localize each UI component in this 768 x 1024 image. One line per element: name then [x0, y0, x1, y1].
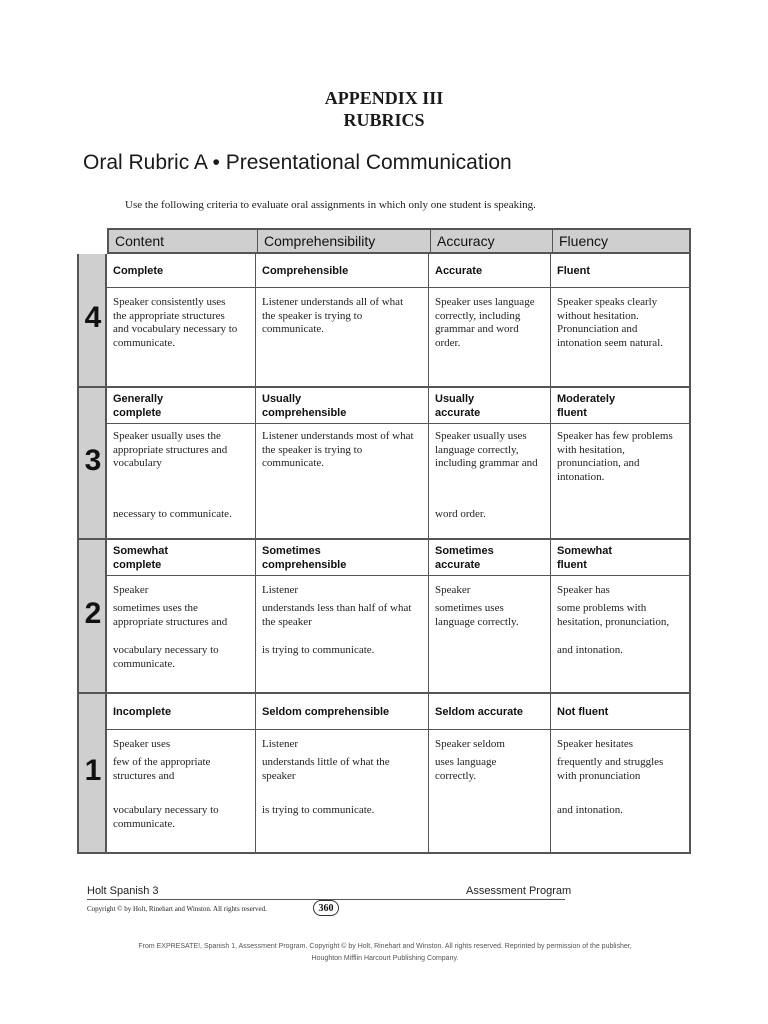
- score-cell: [77, 254, 107, 386]
- criteria-description: [435, 296, 546, 350]
- description-line: Speaker hesitates: [557, 738, 634, 750]
- footer-program: Assessment Program: [466, 885, 572, 897]
- level-label-line: Usually: [262, 393, 302, 405]
- level-label: [256, 540, 428, 576]
- description-line: necessary to communicate.: [113, 508, 232, 520]
- level-label-line: complete: [113, 407, 162, 419]
- description-line: Speaker uses: [113, 738, 171, 750]
- description-line: pronunciation, and: [557, 457, 640, 469]
- level-label: [107, 388, 255, 424]
- criteria-description-continued: [113, 756, 251, 783]
- description-line: intonation.: [557, 470, 605, 483]
- score-number: 1: [84, 754, 102, 787]
- criteria-description: [113, 584, 251, 598]
- rubric-cell-comprehensibility: [255, 388, 428, 538]
- level-label-line: accurate: [435, 407, 481, 419]
- description-line: appropriate structures and: [113, 443, 228, 456]
- criteria-description: [557, 584, 687, 598]
- description-line: Pronunciation and: [557, 323, 638, 335]
- description-line: the appropriate structures: [113, 309, 225, 322]
- level-label: [551, 694, 691, 730]
- description-line: Speaker speaks clearly: [557, 296, 658, 308]
- level-label-line: fluent: [557, 559, 587, 571]
- description-line: appropriate structures and: [113, 615, 228, 628]
- description-line: vocabulary: [113, 457, 162, 469]
- level-label: [256, 388, 428, 424]
- level-label-line: Seldom comprehensible: [262, 706, 390, 718]
- level-label-line: Not fluent: [557, 706, 609, 718]
- criteria-description-continued: [435, 756, 546, 783]
- level-label-line: Seldom accurate: [435, 706, 524, 718]
- rubric-cell-accuracy: [428, 254, 550, 386]
- description-line: Speaker has few problems: [557, 430, 673, 442]
- level-label: [429, 254, 550, 288]
- description-line: is trying to communicate.: [262, 804, 375, 816]
- criteria-description-continued: [557, 602, 687, 629]
- description-line: frequently and struggles: [557, 756, 664, 768]
- description-line: including grammar and: [435, 457, 538, 469]
- level-label: [107, 694, 255, 730]
- description-line: communicate.: [113, 817, 176, 830]
- description-line: speaker: [262, 769, 296, 782]
- description-line: few of the appropriate: [113, 756, 211, 768]
- rubric-cell-accuracy: [428, 694, 550, 852]
- description-line: correctly, including: [435, 309, 521, 322]
- rubric-cell-fluency: [550, 388, 691, 538]
- description-line: and intonation.: [557, 804, 623, 816]
- criteria-description: [113, 738, 251, 752]
- description-line: Speaker: [435, 584, 471, 596]
- description-line: the speaker is trying to: [262, 443, 363, 456]
- criteria-description-continued: [113, 804, 251, 831]
- level-label-line: Sometimes: [262, 545, 321, 557]
- level-label-line: comprehensible: [262, 559, 347, 571]
- description-line: vocabulary necessary to: [113, 804, 219, 816]
- description-line: understands less than half of what: [262, 602, 412, 614]
- level-label-line: complete: [113, 559, 162, 571]
- score-cell: [77, 388, 107, 538]
- level-label-line: Complete: [113, 265, 164, 277]
- rubric-cell-content: [107, 388, 255, 538]
- rubric-cell-comprehensibility: [255, 254, 428, 386]
- appendix-heading: APPENDIX III: [324, 88, 444, 108]
- criteria-description-continued: [113, 644, 251, 671]
- description-line: Listener: [262, 584, 299, 596]
- level-label: [256, 254, 428, 288]
- criteria-description: [435, 430, 546, 471]
- page-number-badge: 360: [313, 900, 339, 916]
- source-note: [60, 941, 710, 965]
- rubric-cell-accuracy: [428, 388, 550, 538]
- criteria-description-continued: [557, 756, 687, 783]
- criteria-description-continued: [113, 602, 251, 629]
- level-label-line: Somewhat: [557, 545, 613, 557]
- description-line: the speaker is trying to: [262, 309, 363, 322]
- criteria-description: [113, 296, 251, 350]
- criteria-description: [557, 738, 687, 752]
- instructions-text: Use the following criteria to evaluate oral assignments in which only one student is speaking.: [125, 199, 536, 211]
- score-cell: [77, 540, 107, 692]
- description-line: communicate.: [113, 657, 176, 670]
- rubric-cell-content: [107, 540, 255, 692]
- description-line: structures and: [113, 769, 175, 782]
- rubric-cell-fluency: [550, 540, 691, 692]
- rubric-cell-fluency: [550, 694, 691, 852]
- criteria-description-continued: [262, 756, 424, 783]
- description-line: Speaker usually uses the: [113, 430, 221, 442]
- score-cell: [77, 694, 107, 852]
- description-line: Speaker usually uses: [435, 430, 527, 442]
- description-line: vocabulary necessary to: [113, 644, 219, 656]
- criteria-description-continued: [262, 644, 424, 658]
- rubric-row-score-3: [77, 388, 691, 540]
- description-line: communicate.: [262, 323, 325, 335]
- criteria-description: [435, 738, 546, 752]
- rubric-cell-comprehensibility: [255, 694, 428, 852]
- level-label-line: comprehensible: [262, 407, 347, 419]
- level-label: [256, 694, 428, 730]
- rubric-row-cells: [107, 254, 691, 386]
- rubric-row-score-4: [77, 254, 691, 388]
- rubrics-heading: RUBRICS: [343, 110, 425, 130]
- description-line: Listener: [262, 738, 299, 750]
- level-label-line: Moderately: [557, 393, 616, 405]
- level-label-line: Somewhat: [113, 545, 169, 557]
- description-line: order.: [435, 336, 461, 349]
- level-label-line: Sometimes: [435, 545, 494, 557]
- rubric-row-cells: [107, 540, 691, 692]
- level-label: [107, 254, 255, 288]
- description-line: hesitation, pronunciation,: [557, 615, 670, 628]
- criteria-description-continued: [557, 644, 687, 658]
- description-line: Listener understands all of what: [262, 296, 404, 308]
- rubric-table: [77, 228, 691, 854]
- level-label: [551, 540, 691, 576]
- rubric-cell-comprehensibility: [255, 540, 428, 692]
- rubric-cell-content: [107, 694, 255, 852]
- column-header-comprehensibility: Comprehensibility: [257, 230, 430, 252]
- description-line: intonation seem natural.: [557, 336, 663, 349]
- description-line: and vocabulary necessary to: [113, 323, 238, 335]
- criteria-description: [262, 738, 424, 752]
- rubric-row-score-1: [77, 694, 691, 854]
- criteria-description: [435, 584, 546, 598]
- criteria-description-continued: [557, 804, 687, 818]
- description-line: Listener understands most of what: [262, 430, 414, 442]
- level-label-line: Usually: [435, 393, 475, 405]
- table-header-row: [107, 228, 691, 254]
- level-label-line: Fluent: [557, 265, 590, 277]
- criteria-description-continued: [435, 508, 546, 522]
- description-line: Speaker uses language: [435, 296, 535, 308]
- criteria-description: [113, 430, 251, 471]
- description-line: the speaker: [262, 615, 312, 628]
- rubric-row-cells: [107, 694, 691, 852]
- description-line: Speaker has: [557, 584, 610, 596]
- level-label: [429, 388, 550, 424]
- level-label-line: accurate: [435, 559, 481, 571]
- criteria-description-continued: [262, 602, 424, 629]
- description-line: language correctly,: [435, 443, 519, 456]
- description-line: sometimes uses the: [113, 602, 198, 614]
- criteria-description: [262, 296, 424, 337]
- source-note-line-2: Houghton Mifflin Harcourt Publishing Company.: [311, 955, 459, 962]
- rubric-cell-accuracy: [428, 540, 550, 692]
- level-label: [551, 254, 691, 288]
- description-line: communicate.: [113, 336, 176, 349]
- column-header-accuracy: Accuracy: [430, 230, 552, 252]
- description-line: without hesitation.: [557, 309, 639, 322]
- description-line: with hesitation,: [557, 443, 625, 456]
- column-header-content: Content: [115, 233, 165, 249]
- description-line: some problems with: [557, 602, 647, 614]
- rubric-cell-fluency: [550, 254, 691, 386]
- description-line: language correctly.: [435, 615, 519, 628]
- criteria-description: [557, 296, 687, 350]
- criteria-description: [262, 430, 424, 471]
- description-line: Speaker: [113, 584, 149, 596]
- level-label: [429, 540, 550, 576]
- rubric-cell-content: [107, 254, 255, 386]
- criteria-description: [262, 584, 424, 598]
- column-header-fluency: Fluency: [552, 230, 689, 252]
- description-line: word order.: [435, 508, 486, 520]
- description-line: is trying to communicate.: [262, 644, 375, 656]
- score-number: 3: [84, 444, 102, 477]
- description-line: with pronunciation: [557, 769, 641, 782]
- score-number: 4: [84, 301, 102, 334]
- score-number: 2: [84, 597, 102, 630]
- description-line: Speaker seldom: [435, 738, 505, 750]
- level-label: [551, 388, 691, 424]
- description-line: correctly.: [435, 769, 477, 782]
- description-line: Speaker consistently uses: [113, 296, 226, 308]
- rubric-row-score-2: [77, 540, 691, 694]
- description-line: uses language: [435, 756, 497, 768]
- description-line: understands little of what the: [262, 756, 390, 768]
- description-line: grammar and word: [435, 323, 519, 335]
- level-label: [107, 540, 255, 576]
- description-line: and intonation.: [557, 644, 623, 656]
- source-note-line-1: From EXPRESATE!, Spanish 1, Assessment Program. Copyright © by Holt, Rinehart and Winston. All rights reserved. Reprinted by permission of the publisher,: [138, 943, 632, 950]
- level-label-line: Accurate: [435, 265, 483, 277]
- level-label-line: Incomplete: [113, 706, 172, 718]
- level-label-line: fluent: [557, 407, 587, 419]
- criteria-description-continued: [435, 602, 546, 629]
- description-line: sometimes uses: [435, 602, 504, 614]
- description-line: communicate.: [262, 457, 325, 469]
- criteria-description-continued: [113, 508, 251, 522]
- level-label: [429, 694, 550, 730]
- footer-copyright: Copyright © by Holt, Rinehart and Winston. All rights reserved.: [87, 905, 267, 913]
- level-label-line: Generally: [113, 393, 164, 405]
- criteria-description-continued: [262, 804, 424, 818]
- rubric-row-cells: [107, 388, 691, 538]
- level-label-line: Comprehensible: [262, 265, 349, 277]
- criteria-description: [557, 430, 687, 484]
- footer-book-title: Holt Spanish 3: [87, 885, 159, 897]
- page-title: Oral Rubric A • Presentational Communication: [83, 151, 512, 174]
